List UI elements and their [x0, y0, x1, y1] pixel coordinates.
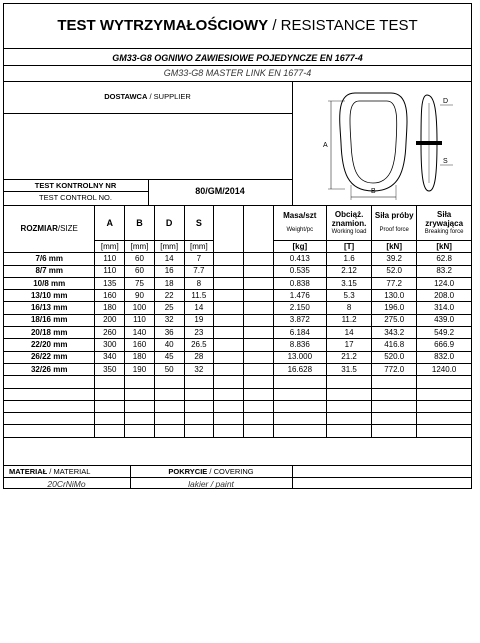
- link-front-outline: [340, 93, 407, 191]
- title-sep: /: [268, 17, 281, 34]
- value-cell-a: 200: [95, 314, 125, 326]
- covering-label-sep: /: [207, 467, 214, 476]
- value-cell-wl: 5.3: [327, 290, 372, 302]
- value-cell-pf: 343.2: [372, 327, 417, 339]
- blank-cell: [214, 363, 244, 375]
- table-row: [4, 425, 472, 437]
- resistance-test-sheet: [3, 3, 472, 489]
- value-cell-d: [154, 425, 184, 437]
- blank-cell: [214, 351, 244, 363]
- value-cell-bf: 439.0: [417, 314, 472, 326]
- size-cell: 32/26 mm: [4, 363, 95, 375]
- value-cell-b: 75: [125, 277, 155, 289]
- value-cell-pf: [372, 376, 417, 388]
- value-cell-b: 90: [125, 290, 155, 302]
- size-cell: 10/8 mm: [4, 277, 95, 289]
- table-row: [4, 265, 472, 277]
- value-cell-a: [95, 400, 125, 412]
- table-row: [4, 388, 472, 400]
- value-cell-bf: [417, 400, 472, 412]
- blank-cell: [243, 400, 273, 412]
- blank-cell: [243, 265, 273, 277]
- value-cell-bf: 314.0: [417, 302, 472, 314]
- table-row: [4, 413, 472, 425]
- proof-unit: [kN]: [372, 241, 417, 253]
- divider: [3, 113, 292, 114]
- value-cell-w: 0.838: [273, 277, 326, 289]
- blank-cell: [243, 425, 273, 437]
- value-cell-wl: 31.5: [327, 363, 372, 375]
- blank-cell: [243, 253, 273, 265]
- value-cell-pf: 77.2: [372, 277, 417, 289]
- material-label-sep: /: [47, 467, 54, 476]
- divider: [3, 191, 148, 192]
- control-label-en: TEST CONTROL NO.: [39, 193, 112, 202]
- load-header: [327, 206, 372, 241]
- value-cell-w: 0.535: [273, 265, 326, 277]
- value-cell-bf: [417, 376, 472, 388]
- supplier-label-pl: DOSTAWCA: [104, 92, 148, 101]
- value-cell-d: 22: [154, 290, 184, 302]
- material-label: [9, 468, 90, 476]
- control-number: 80/GM/2014: [195, 186, 245, 196]
- covering-label-pl: POKRYCIE: [168, 467, 208, 476]
- value-cell-pf: [372, 425, 417, 437]
- value-cell-s: 28: [184, 351, 214, 363]
- material-label-pl: MATERIAŁ: [9, 467, 48, 476]
- blank-cell: [214, 314, 244, 326]
- value-cell-s: [184, 425, 214, 437]
- size-header-pl: ROZMIAR: [20, 224, 58, 234]
- dim-label-b: B: [371, 188, 376, 195]
- value-cell-a: 180: [95, 302, 125, 314]
- blank-cell: [243, 290, 273, 302]
- value-cell-w: 16.628: [273, 363, 326, 375]
- value-cell-d: 36: [154, 327, 184, 339]
- value-cell-d: 14: [154, 253, 184, 265]
- material-value: 20CrNiMo: [47, 479, 86, 489]
- blank-cell: [243, 351, 273, 363]
- value-cell-pf: 39.2: [372, 253, 417, 265]
- value-cell-pf: [372, 413, 417, 425]
- breaking-header: [417, 206, 472, 241]
- value-cell-d: [154, 388, 184, 400]
- blank-cell: [214, 376, 244, 388]
- blank-cell: [214, 388, 244, 400]
- size-cell: 20/18 mm: [4, 327, 95, 339]
- value-cell-s: 7.7: [184, 265, 214, 277]
- value-cell-b: 100: [125, 302, 155, 314]
- col-b-header: B: [125, 206, 155, 241]
- col-a-header: A: [95, 206, 125, 241]
- value-cell-a: 110: [95, 253, 125, 265]
- value-cell-d: [154, 413, 184, 425]
- value-cell-w: 13.000: [273, 351, 326, 363]
- size-cell: [4, 413, 95, 425]
- size-cell: 18/16 mm: [4, 314, 95, 326]
- value-cell-b: [125, 376, 155, 388]
- blank-cell: [214, 339, 244, 351]
- value-cell-a: 160: [95, 290, 125, 302]
- blank-cell: [243, 376, 273, 388]
- value-cell-b: 140: [125, 327, 155, 339]
- size-cell: 26/22 mm: [4, 351, 95, 363]
- value-cell-s: 14: [184, 302, 214, 314]
- blank-cell: [214, 425, 244, 437]
- value-cell-wl: 3.15: [327, 277, 372, 289]
- blank-cell: [214, 290, 244, 302]
- value-cell-bf: 1240.0: [417, 363, 472, 375]
- load-header-en: Working load: [331, 228, 367, 235]
- col-s-unit: [mm]: [184, 241, 214, 253]
- value-cell-pf: 772.0: [372, 363, 417, 375]
- value-cell-s: 11.5: [184, 290, 214, 302]
- value-cell-bf: 666.9: [417, 339, 472, 351]
- value-cell-b: [125, 400, 155, 412]
- divider: [3, 81, 472, 82]
- control-label-pl: TEST KONTROLNY NR: [34, 181, 117, 190]
- value-cell-wl: 17: [327, 339, 372, 351]
- value-cell-d: [154, 400, 184, 412]
- value-cell-a: 135: [95, 277, 125, 289]
- material-label-en: MATERIAL: [53, 467, 91, 476]
- value-cell-s: [184, 413, 214, 425]
- table-row: [4, 327, 472, 339]
- size-cell: 7/6 mm: [4, 253, 95, 265]
- value-cell-pf: 416.8: [372, 339, 417, 351]
- value-cell-d: 16: [154, 265, 184, 277]
- size-cell: 8/7 mm: [4, 265, 95, 277]
- size-cell: 22/20 mm: [4, 339, 95, 351]
- col-d-header: D: [154, 206, 184, 241]
- blank-cell: [243, 314, 273, 326]
- value-cell-a: [95, 413, 125, 425]
- value-cell-d: 18: [154, 277, 184, 289]
- weight-header-en: Weight/pc: [286, 227, 314, 233]
- col-d-unit: [mm]: [154, 241, 184, 253]
- value-cell-pf: 52.0: [372, 265, 417, 277]
- divider: [3, 48, 472, 49]
- value-cell-d: 32: [154, 314, 184, 326]
- value-cell-wl: 1.6: [327, 253, 372, 265]
- value-cell-a: 340: [95, 351, 125, 363]
- table-row: [4, 277, 472, 289]
- blank-cell: [243, 388, 273, 400]
- value-cell-d: [154, 376, 184, 388]
- col-s-header: S: [184, 206, 214, 241]
- blank-cell: [214, 400, 244, 412]
- col-a-unit: [mm]: [95, 241, 125, 253]
- value-cell-w: 8.836: [273, 339, 326, 351]
- value-cell-bf: 83.2: [417, 265, 472, 277]
- product-name-pl: GM33-G8 OGNIWO ZAWIESIOWE POJEDYNCZE EN 1677-4: [112, 53, 363, 63]
- value-cell-bf: [417, 388, 472, 400]
- value-cell-w: 2.150: [273, 302, 326, 314]
- value-cell-s: 8: [184, 277, 214, 289]
- value-cell-b: 60: [125, 265, 155, 277]
- proof-header: [372, 206, 417, 241]
- blank-cell: [214, 302, 244, 314]
- weld-mark: [416, 141, 442, 145]
- value-cell-d: 50: [154, 363, 184, 375]
- resistance-table: [3, 205, 472, 438]
- divider: [292, 81, 293, 205]
- product-name-en: GM33-G8 MASTER LINK EN 1677-4: [163, 68, 312, 78]
- breaking-header-en: Breaking force: [424, 228, 464, 235]
- value-cell-b: 60: [125, 253, 155, 265]
- supplier-label-en: SUPPLIER: [153, 92, 191, 101]
- size-cell: 16/13 mm: [4, 302, 95, 314]
- load-header-pl: Obciąż. znamion.: [331, 209, 367, 228]
- value-cell-bf: 62.8: [417, 253, 472, 265]
- table-row: [4, 400, 472, 412]
- covering-label: [130, 468, 292, 476]
- value-cell-w: [273, 376, 326, 388]
- blank-cell: [243, 363, 273, 375]
- value-cell-b: [125, 413, 155, 425]
- value-cell-pf: [372, 400, 417, 412]
- value-cell-w: 1.476: [273, 290, 326, 302]
- value-cell-w: 3.872: [273, 314, 326, 326]
- dim-label-s: S: [443, 158, 448, 165]
- value-cell-s: 26.5: [184, 339, 214, 351]
- value-cell-bf: 549.2: [417, 327, 472, 339]
- value-cell-a: 110: [95, 265, 125, 277]
- value-cell-w: [273, 400, 326, 412]
- divider: [3, 465, 472, 466]
- value-cell-a: 350: [95, 363, 125, 375]
- value-cell-s: 7: [184, 253, 214, 265]
- value-cell-wl: 2.12: [327, 265, 372, 277]
- blank-cell: [243, 302, 273, 314]
- blank-cell: [243, 339, 273, 351]
- table-row: [4, 302, 472, 314]
- table-header-row: [4, 206, 472, 241]
- value-cell-d: 40: [154, 339, 184, 351]
- breaking-header-pl: Siła zrywająca: [425, 209, 464, 228]
- value-cell-wl: 11.2: [327, 314, 372, 326]
- master-link-diagram: [295, 83, 470, 203]
- value-cell-wl: [327, 413, 372, 425]
- size-header-sep: /: [57, 224, 61, 234]
- value-cell-b: 110: [125, 314, 155, 326]
- value-cell-w: [273, 425, 326, 437]
- col-b-unit: [mm]: [125, 241, 155, 253]
- value-cell-s: [184, 376, 214, 388]
- size-cell: 13/10 mm: [4, 290, 95, 302]
- value-cell-s: [184, 388, 214, 400]
- dim-label-a: A: [323, 142, 328, 149]
- value-cell-a: [95, 388, 125, 400]
- size-cell: [4, 425, 95, 437]
- value-cell-w: [273, 413, 326, 425]
- size-header-en: SIZE: [60, 224, 78, 234]
- value-cell-w: [273, 388, 326, 400]
- divider: [3, 477, 472, 478]
- supplier-label-sep: /: [147, 92, 154, 101]
- value-cell-w: 0.413: [273, 253, 326, 265]
- value-cell-d: 45: [154, 351, 184, 363]
- breaking-unit: [kN]: [417, 241, 472, 253]
- weight-unit: [kg]: [273, 241, 326, 253]
- proof-header-pl: Siła próby: [374, 211, 414, 220]
- blank-cell: [214, 413, 244, 425]
- value-cell-b: 190: [125, 363, 155, 375]
- value-cell-a: 300: [95, 339, 125, 351]
- value-cell-w: 6.184: [273, 327, 326, 339]
- value-cell-wl: [327, 400, 372, 412]
- value-cell-wl: 8: [327, 302, 372, 314]
- value-cell-pf: 130.0: [372, 290, 417, 302]
- blank-cell: [243, 277, 273, 289]
- table-row: [4, 290, 472, 302]
- size-cell: [4, 376, 95, 388]
- value-cell-s: [184, 400, 214, 412]
- blank-header: [243, 206, 273, 253]
- table-row: [4, 314, 472, 326]
- value-cell-a: 260: [95, 327, 125, 339]
- value-cell-wl: 14: [327, 327, 372, 339]
- value-cell-wl: [327, 376, 372, 388]
- blank-cell: [214, 265, 244, 277]
- value-cell-wl: [327, 388, 372, 400]
- value-cell-bf: 124.0: [417, 277, 472, 289]
- value-cell-b: 180: [125, 351, 155, 363]
- link-front-inner: [350, 101, 397, 183]
- value-cell-bf: [417, 413, 472, 425]
- supplier-label: [3, 93, 292, 101]
- table-row: [4, 339, 472, 351]
- covering-label-en: COVERING: [213, 467, 254, 476]
- value-cell-a: [95, 425, 125, 437]
- value-cell-wl: [327, 425, 372, 437]
- value-cell-bf: 208.0: [417, 290, 472, 302]
- value-cell-b: [125, 388, 155, 400]
- size-cell: [4, 388, 95, 400]
- size-header: [4, 206, 95, 253]
- blank-cell: [214, 327, 244, 339]
- value-cell-pf: [372, 388, 417, 400]
- page-title: [3, 18, 472, 33]
- divider: [292, 465, 293, 489]
- value-cell-wl: 21.2: [327, 351, 372, 363]
- blank-cell: [243, 413, 273, 425]
- title-normal: RESISTANCE TEST: [280, 17, 418, 34]
- blank-cell: [243, 327, 273, 339]
- weight-header-pl: Masa/szt: [283, 211, 317, 220]
- table-row: [4, 376, 472, 388]
- value-cell-pf: 520.0: [372, 351, 417, 363]
- dim-label-d: D: [443, 98, 449, 105]
- value-cell-bf: 832.0: [417, 351, 472, 363]
- value-cell-b: [125, 425, 155, 437]
- value-cell-s: 32: [184, 363, 214, 375]
- table-row: [4, 253, 472, 265]
- value-cell-a: [95, 376, 125, 388]
- blank-header: [214, 206, 244, 253]
- value-cell-b: 160: [125, 339, 155, 351]
- value-cell-bf: [417, 425, 472, 437]
- value-cell-s: 19: [184, 314, 214, 326]
- size-cell: [4, 400, 95, 412]
- blank-cell: [214, 253, 244, 265]
- value-cell-s: 23: [184, 327, 214, 339]
- weight-header: [273, 206, 326, 241]
- value-cell-d: 25: [154, 302, 184, 314]
- proof-header-en: Proof force: [379, 227, 409, 233]
- blank-cell: [214, 277, 244, 289]
- load-unit: [T]: [327, 241, 372, 253]
- value-cell-pf: 275.0: [372, 314, 417, 326]
- table-row: [4, 351, 472, 363]
- divider: [3, 65, 472, 66]
- title-bold: TEST WYTRZYMAŁOŚCIOWY: [57, 17, 269, 34]
- table-row: [4, 363, 472, 375]
- covering-value: lakier / paint: [188, 479, 234, 489]
- value-cell-pf: 196.0: [372, 302, 417, 314]
